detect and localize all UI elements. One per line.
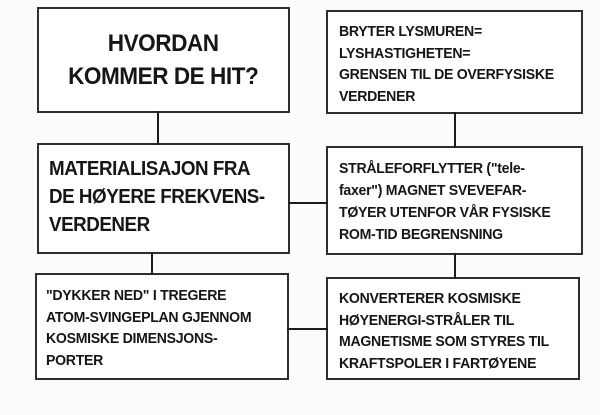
box-text-line: GRENSEN TIL DE OVERFYSISKE	[339, 66, 554, 84]
box-text-line: HØYENERGI-STRÅLER TIL	[339, 311, 515, 329]
box-text	[46, 285, 273, 371]
box-text-line: BRYTER LYSMUREN=	[339, 23, 482, 40]
connector-dive-down-to-energy-converter	[287, 328, 328, 330]
flow-box-dykker-ned	[35, 273, 289, 380]
box-text-line: "DYKKER NED" I TREGERE	[46, 287, 227, 304]
flow-box-bryter-lysmuren	[326, 10, 583, 114]
connector-materialisation-to-beam-transfer	[288, 202, 328, 204]
box-text-line: KONVERTERER KOSMISKE	[339, 290, 521, 307]
flow-box-materialisasjon	[37, 143, 290, 254]
connector-beam-transfer-to-energy-converter	[454, 253, 456, 279]
box-text-line: KOMMER DE HIT?	[68, 63, 259, 90]
box-text-line: MAGNETISME SOM STYRES TIL	[339, 333, 549, 350]
box-text-line: KOSMISKE DIMENSJONS-	[46, 330, 218, 347]
box-text-line: KRAFTSPOLER I FARTØYENE	[339, 354, 537, 372]
box-text-line: ROM-TID BEGRENSNING	[339, 226, 503, 243]
box-text-line: HVORDAN	[108, 30, 219, 57]
connector-light-barrier-to-beam-transfer	[454, 112, 456, 148]
box-text	[68, 27, 258, 93]
box-text-line: LYSHASTIGHETEN=	[339, 44, 471, 62]
flow-box-hvordan-kommer-de-hit	[37, 7, 290, 113]
box-text-line: TØYER UTENFOR VÅR FYSISKE	[339, 204, 551, 221]
box-text-line: VERDENER	[49, 214, 150, 236]
box-text-line: faxer") MAGNET SVEVEFAR-	[339, 182, 527, 199]
box-text	[339, 158, 563, 246]
box-text	[339, 21, 563, 108]
box-text	[339, 288, 564, 374]
connector-question-to-materialisation	[157, 111, 159, 145]
box-text-line: STRÅLEFORFLYTTER ("tele-	[339, 160, 525, 177]
box-text-line: MATERIALISAJON FRA	[49, 158, 251, 180]
box-text-line: PORTER	[46, 351, 104, 369]
flow-box-straleforflytter	[326, 146, 583, 255]
connector-materialisation-to-dive-down	[151, 252, 153, 275]
box-text-line: ATOM-SVINGEPLAN GJENNOM	[46, 308, 252, 326]
box-text	[49, 155, 274, 239]
box-text-line: DE HØYERE FREKVENS-	[49, 186, 265, 208]
box-text-line: VERDENER	[339, 88, 416, 106]
flow-box-konverterer	[326, 277, 580, 380]
